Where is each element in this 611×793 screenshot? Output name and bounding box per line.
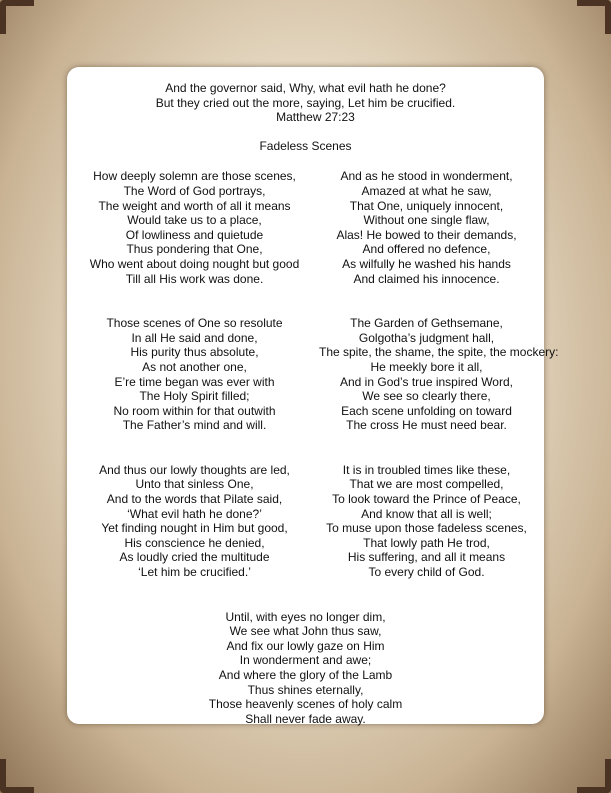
poem-line: Thus pondering that One,: [126, 242, 263, 257]
poem-line: No room within for that outwith: [113, 403, 276, 418]
poem-line: Until, with eyes no longer dim,: [225, 609, 386, 624]
poem-line: To look toward the Prince of Peace,: [332, 492, 521, 507]
stanza-7: [67, 610, 544, 727]
poem-line: To every child of God.: [368, 565, 485, 580]
poem-line: Shall never fade away.: [245, 711, 366, 726]
poem-line: That lowly path He trod,: [363, 535, 490, 550]
poem-line: And fix our lowly gaze on Him: [226, 638, 385, 653]
poem-line: Each scene unfolding on toward: [341, 403, 512, 418]
poem-line: The Father’s mind and will.: [122, 418, 267, 433]
poem-line: The cross He must need bear.: [346, 418, 507, 433]
poem-line: Yet finding nought in Him but good,: [101, 521, 288, 536]
poem-line: And thus our lowly thoughts are led,: [99, 462, 290, 477]
poem-line: Golgotha’s judgment hall,: [358, 330, 495, 345]
poem-line: The weight and worth of all it means: [98, 198, 291, 213]
poem-line: Thus shines eternally,: [247, 682, 364, 697]
poem-line: The spite, the shame, the spite, the mockery:: [319, 345, 559, 360]
poem-line: We see so clearly there,: [362, 389, 491, 404]
poem-line: Those heavenly scenes of holy calm: [208, 697, 403, 712]
stanza-4: [319, 316, 559, 433]
epigraph-line: And the governor said, Why, what evil hath he done?: [165, 81, 446, 95]
frame-corner-bottom-left: [0, 759, 34, 793]
stanza-row-3: [67, 463, 544, 580]
poem-line: His purity thus absolute,: [130, 345, 259, 360]
poem-line: And in God’s true inspired Word,: [340, 374, 513, 389]
poem-line: We see what John thus saw,: [229, 624, 382, 639]
poem-line: Of lowliness and quietude: [125, 227, 264, 242]
poem-line: To muse upon those fadeless scenes,: [326, 521, 527, 536]
poem-line: That One, uniquely innocent,: [349, 198, 504, 213]
frame-corner-bottom-right: [577, 759, 611, 793]
epigraph: [67, 81, 544, 125]
poem-line: And claimed his innocence.: [353, 271, 500, 286]
poem-line: He meekly bore it all,: [370, 359, 483, 374]
stanza-1: [87, 169, 302, 286]
poem-line: ‘Let him be crucified.’: [138, 565, 251, 580]
poem-line: Alas! He bowed to their demands,: [336, 227, 517, 242]
frame-corner-top-left: [0, 0, 34, 34]
poem-line: Those scenes of One so resolute: [106, 316, 283, 331]
stanza-2: [319, 169, 534, 286]
frame-corner-top-right: [577, 0, 611, 34]
poem-line: And as he stood in wonderment,: [340, 169, 513, 184]
poem-line: As wilfully he washed his hands: [342, 256, 511, 271]
stanza-3: [87, 316, 302, 433]
stanza-6: [319, 463, 534, 580]
epigraph-reference: Matthew 27:23: [276, 110, 355, 125]
poem-line: In all He said and done,: [131, 330, 258, 345]
stanza-row-1: [67, 169, 544, 286]
stanza-row-2: [67, 316, 559, 433]
poem-line: The Holy Spirit filled;: [139, 389, 250, 404]
epigraph-line: But they cried out the more, saying, Let him be crucified.: [155, 95, 456, 110]
poem-card: [67, 67, 559, 726]
poem-line: Would take us to a place,: [127, 213, 262, 228]
poem-line: The Word of God portrays,: [123, 183, 266, 198]
poem-line: Till all His work was done.: [125, 271, 264, 286]
poem-line: How deeply solemn are those scenes,: [93, 169, 296, 184]
poem-line: That we are most compelled,: [349, 477, 504, 492]
poem-line: Who went about doing nought but good: [89, 256, 300, 271]
poem-line: As loudly cried the multitude: [119, 550, 270, 565]
poem-line: Without one single flaw,: [363, 213, 490, 228]
poem-line: His conscience he denied,: [124, 535, 265, 550]
poem-line: Amazed at what he saw,: [361, 183, 492, 198]
stanza-5: [87, 463, 302, 580]
poem-line: And know that all is well;: [361, 506, 492, 521]
poem-line: ‘What evil hath he done?’: [127, 506, 262, 521]
poem-line: In wonderment and awe;: [239, 653, 372, 668]
poem-line: As not another one,: [142, 359, 247, 374]
poem-line: The Garden of Gethsemane,: [350, 316, 503, 331]
poem-line: And to the words that Pilate said,: [106, 492, 283, 507]
poem-line: Unto that sinless One,: [135, 477, 254, 492]
poem-line: It is in troubled times like these,: [342, 462, 511, 477]
poem-line: His suffering, and all it means: [347, 550, 506, 565]
poem-line: And offered no defence,: [362, 242, 491, 257]
poem-title: Fadeless Scenes: [259, 138, 352, 153]
poem-line: E’re time began was ever with: [114, 374, 275, 389]
poem-line: And where the glory of the Lamb: [218, 668, 393, 682]
